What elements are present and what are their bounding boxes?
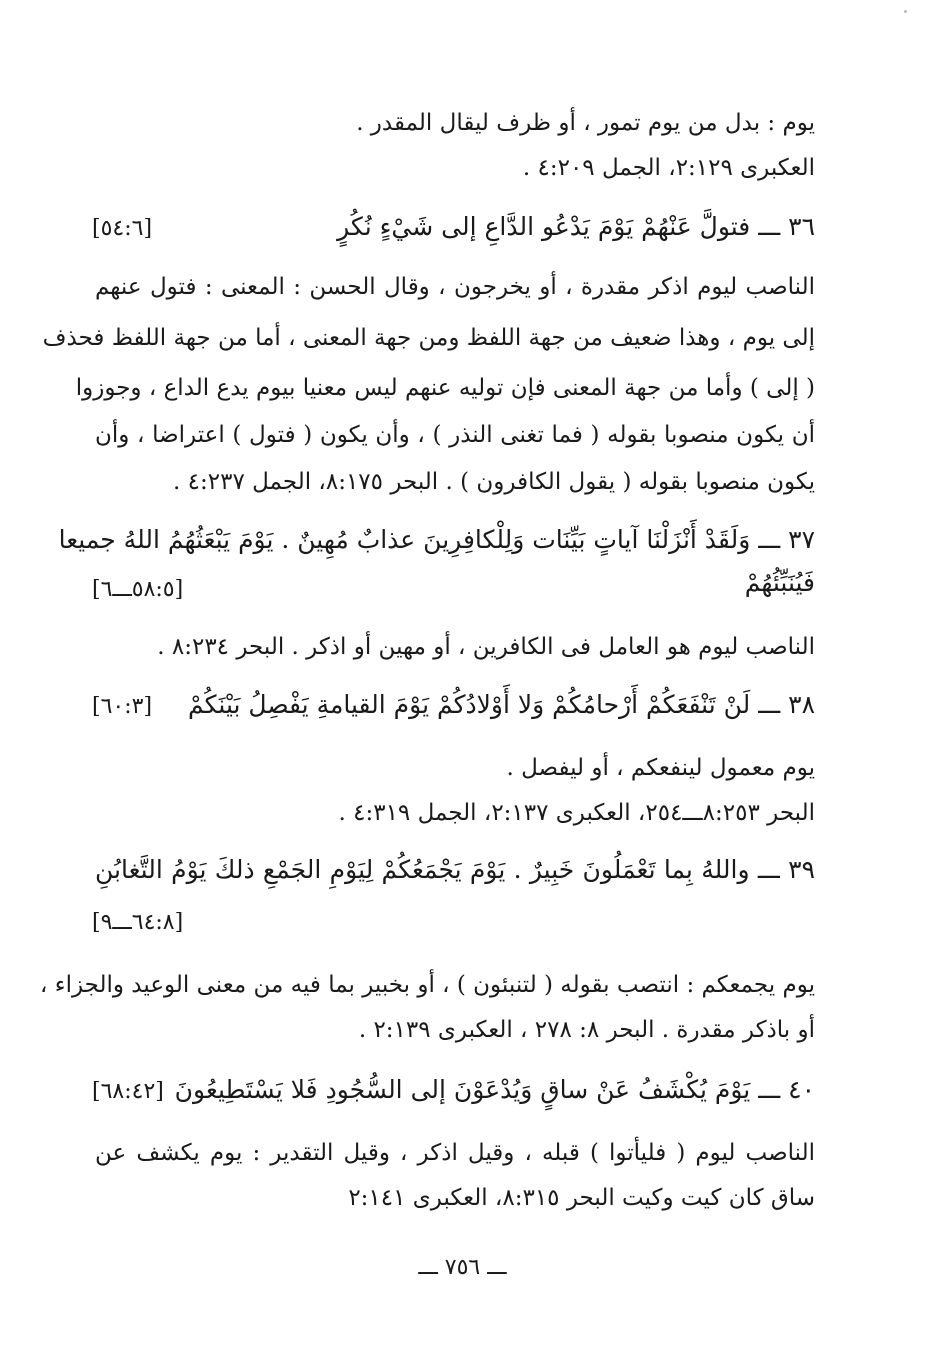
text-line: الناصب ليوم هو العامل فى الكافرين ، أو مهين أو اذكر . البحر ٨:٢٣٤ . — [157, 634, 815, 660]
text-line: الناصب ليوم اذكر مقدرة ، أو يخرجون ، وقال الحسن : المعنى : فتول عنهم — [95, 274, 815, 300]
text-line: يوم يجمعكم : انتصب بقوله ( لتنبئون ) ، أو بخبير بما فيه من معنى الوعيد والجزاء ، — [40, 972, 815, 998]
verse-37-continued: فَيُنَبِّئُهُمْ — [744, 568, 815, 597]
citation-line: ساق كان كيت وكيت البحر ٨:٣١٥، العكبرى ٢:١٤١ — [348, 1185, 815, 1211]
verse-37: ٣٧ ـــ وَلَقَدْ أَنْزَلْنَا آياتٍ بَيِّنَات وَلِلْكافِرِينَ عذابٌ مُهِينٌ . يَوْمَ يَبْعَثُهُمُ اللهُ جميعا — [58, 525, 815, 554]
verse-40: ٤٠ ـــ يَوْمَ يُكْشَفُ عَنْ ساقٍ وَيُدْعَوْنَ إلى السُّجُودِ فَلا يَسْتَطِيعُونَ — [174, 1075, 815, 1104]
text-line: أن يكون منصوبا بقوله ( فما تغنى النذر ) ، وأن يكون ( فتول ) اعتراضا ، وأن — [95, 422, 815, 448]
verse-39: ٣٩ ـــ واللهُ بِما تَعْمَلُونَ خَبِيرٌ . يَوْمَ يَجْمَعُكُمْ لِيَوْمِ الجَمْعِ ذلكَ يَوْمُ التَّغابُنِ — [95, 855, 815, 884]
citation-line: أو باذكر مقدرة . البحر ٨: ٢٧٨ ، العكبرى ٢:١٣٩ . — [358, 1017, 815, 1043]
citation-line: العكبرى ٢:١٢٩، الجمل ٤:٢٠٩ . — [522, 155, 815, 181]
verse-40-reference: [٦٨:٤٢] — [92, 1079, 164, 1104]
text-line: يوم : بدل من يوم تمور ، أو ظرف ليقال المقدر . — [356, 110, 815, 136]
verse-36-reference: [٥٤:٦] — [92, 216, 153, 241]
verse-38-reference: [٦٠:٣] — [92, 694, 153, 719]
citation-line: يكون منصوبا بقوله ( يقول الكافرون ) . البحر ٨:١٧٥، الجمل ٤:٢٣٧ . — [173, 469, 815, 495]
citation-line: البحر ٨:٢٥٣ـــ٢٥٤، العكبرى ٢:١٣٧، الجمل ٤:٣١٩ . — [338, 800, 815, 826]
verse-36: ٣٦ ـــ فتولَّ عَنْهُمْ يَوْمَ يَدْعُو الدَّاعِ إلى شَيْءٍ نُكُرٍ — [337, 212, 815, 241]
text-line: إلى يوم ، وهذا ضعيف من جهة اللفظ ومن جهة المعنى ، أما من جهة اللفظ فحذف — [42, 325, 815, 351]
verse-38: ٣٨ ـــ لَنْ تَنْفَعَكُمْ أَرْحامُكُمْ وَلا أَوْلادُكُمْ يَوْمَ القيامةِ يَفْصِلُ بَيْنَكُمْ — [187, 690, 815, 719]
text-line: الناصب ليوم ( فليأتوا ) قبله ، وقيل اذكر ، وقيل التقدير : يوم يكشف عن — [95, 1140, 815, 1166]
text-line: ( إلى ) وأما من جهة المعنى فإن توليه عنهم ليس معنيا بيوم يدع الداع ، وجوزوا — [75, 375, 815, 401]
scan-speck — [904, 10, 907, 13]
verse-39-reference: [٦٤:٨ـــ٩] — [92, 910, 184, 935]
verse-37-reference: [٥٨:٥ـــ٦] — [92, 577, 184, 602]
page-number: ـــ ٧٥٦ ـــ — [418, 1255, 507, 1280]
text-line: يوم معمول لينفعكم ، أو ليفصل . — [506, 755, 815, 781]
